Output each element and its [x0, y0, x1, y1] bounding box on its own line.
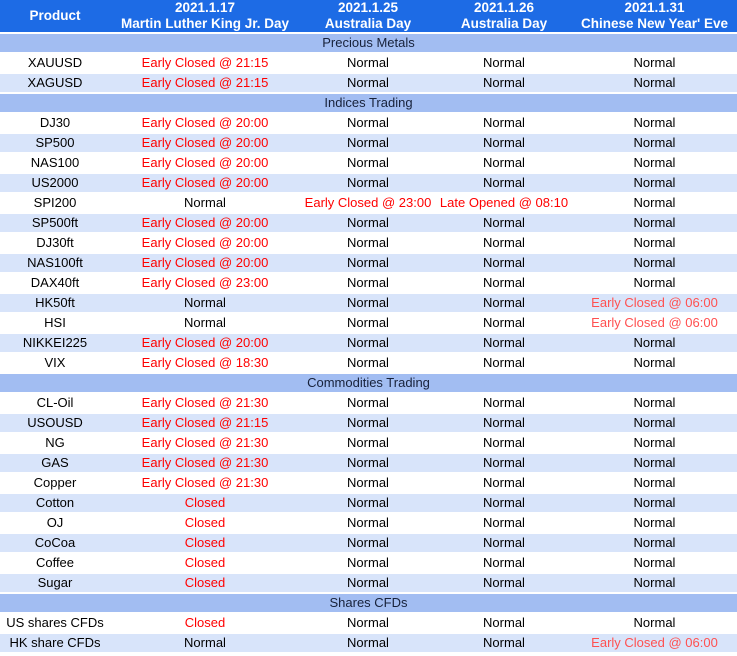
status-cell: Normal — [572, 574, 737, 594]
status-cell: Normal — [300, 174, 436, 194]
table-row — [0, 234, 737, 254]
status-cell: Normal — [572, 174, 737, 194]
header-holiday: Australia Day — [460, 16, 548, 31]
status-cell: Closed — [110, 614, 300, 634]
table-row — [0, 294, 737, 314]
header-date: 2021.1.31 — [624, 0, 685, 15]
status-cell: Normal — [436, 334, 572, 354]
product-cell: US shares CFDs — [0, 614, 110, 634]
status-cell: Normal — [572, 394, 737, 414]
section-title: Precious Metals — [0, 34, 737, 54]
status-cell: Early Closed @ 18:30 — [110, 354, 300, 374]
status-cell: Normal — [436, 574, 572, 594]
status-cell: Normal — [572, 194, 737, 214]
section-header-row — [0, 594, 737, 614]
product-cell: SPI200 — [0, 194, 110, 214]
product-cell: VIX — [0, 354, 110, 374]
product-cell: NAS100ft — [0, 254, 110, 274]
table-body — [0, 34, 737, 654]
status-cell: Normal — [300, 494, 436, 514]
status-cell: Normal — [436, 214, 572, 234]
product-cell: US2000 — [0, 174, 110, 194]
status-cell: Normal — [436, 414, 572, 434]
table-row — [0, 434, 737, 454]
table-row — [0, 334, 737, 354]
column-header-cny-eve — [572, 0, 737, 34]
product-cell: USOUSD — [0, 414, 110, 434]
product-cell: XAGUSD — [0, 74, 110, 94]
status-cell: Early Closed @ 06:00 — [572, 314, 737, 334]
header-holiday: Martin Luther King Jr. Day — [120, 16, 290, 31]
table-row — [0, 214, 737, 234]
status-cell: Normal — [436, 134, 572, 154]
table-row — [0, 634, 737, 654]
status-cell: Normal — [300, 154, 436, 174]
status-cell: Normal — [436, 434, 572, 454]
product-cell: CoCoa — [0, 534, 110, 554]
status-cell: Normal — [572, 154, 737, 174]
status-cell: Normal — [436, 454, 572, 474]
product-cell: Coffee — [0, 554, 110, 574]
status-cell: Normal — [110, 634, 300, 654]
product-cell: DJ30ft — [0, 234, 110, 254]
table-row — [0, 394, 737, 414]
status-cell: Early Closed @ 21:15 — [110, 54, 300, 74]
status-cell: Normal — [300, 334, 436, 354]
status-cell: Early Closed @ 20:00 — [110, 334, 300, 354]
section-header-row — [0, 94, 737, 114]
status-cell: Normal — [436, 494, 572, 514]
section-header-row — [0, 34, 737, 54]
product-cell: SP500 — [0, 134, 110, 154]
product-cell: NIKKEI225 — [0, 334, 110, 354]
status-cell: Normal — [572, 254, 737, 274]
status-cell: Normal — [572, 234, 737, 254]
status-cell: Normal — [436, 294, 572, 314]
table-row — [0, 574, 737, 594]
status-cell: Normal — [572, 334, 737, 354]
product-cell: HSI — [0, 314, 110, 334]
status-cell: Normal — [572, 114, 737, 134]
status-cell: Closed — [110, 494, 300, 514]
header-date: 2021.1.17 — [174, 0, 236, 15]
status-cell: Normal — [436, 174, 572, 194]
status-cell: Normal — [110, 194, 300, 214]
status-cell: Normal — [300, 134, 436, 154]
status-cell: Normal — [436, 74, 572, 94]
table-row — [0, 254, 737, 274]
status-cell: Early Closed @ 21:30 — [110, 474, 300, 494]
status-cell: Normal — [300, 454, 436, 474]
product-cell: Copper — [0, 474, 110, 494]
table-row — [0, 414, 737, 434]
table-row — [0, 114, 737, 134]
status-cell: Early Closed @ 21:30 — [110, 454, 300, 474]
status-cell: Normal — [436, 154, 572, 174]
status-cell: Normal — [110, 314, 300, 334]
status-cell: Normal — [436, 234, 572, 254]
product-cell: SP500ft — [0, 214, 110, 234]
status-cell: Normal — [300, 434, 436, 454]
table-row — [0, 554, 737, 574]
status-cell: Normal — [436, 314, 572, 334]
status-cell: Closed — [110, 574, 300, 594]
status-cell: Normal — [436, 54, 572, 74]
status-cell: Normal — [436, 274, 572, 294]
status-cell: Normal — [572, 514, 737, 534]
table-row — [0, 54, 737, 74]
status-cell: Normal — [300, 214, 436, 234]
status-cell: Normal — [300, 554, 436, 574]
status-cell: Normal — [300, 534, 436, 554]
status-cell: Early Closed @ 20:00 — [110, 214, 300, 234]
status-cell: Normal — [300, 274, 436, 294]
status-cell: Closed — [110, 514, 300, 534]
status-cell: Normal — [572, 214, 737, 234]
status-cell: Normal — [572, 454, 737, 474]
status-cell: Normal — [436, 354, 572, 374]
status-cell: Normal — [300, 574, 436, 594]
product-cell: HK share CFDs — [0, 634, 110, 654]
product-cell: NAS100 — [0, 154, 110, 174]
status-cell: Normal — [572, 474, 737, 494]
status-cell: Early Closed @ 23:00 — [110, 274, 300, 294]
status-cell: Normal — [436, 514, 572, 534]
status-cell: Normal — [300, 474, 436, 494]
status-cell: Normal — [300, 354, 436, 374]
product-cell: DAX40ft — [0, 274, 110, 294]
product-header-label: Product — [29, 8, 81, 23]
status-cell: Normal — [300, 234, 436, 254]
table-row — [0, 154, 737, 174]
status-cell: Early Closed @ 21:30 — [110, 394, 300, 414]
product-cell: OJ — [0, 514, 110, 534]
status-cell: Normal — [436, 534, 572, 554]
table-row — [0, 274, 737, 294]
status-cell: Normal — [572, 494, 737, 514]
section-header-row — [0, 374, 737, 394]
status-cell: Normal — [300, 254, 436, 274]
status-cell: Normal — [572, 74, 737, 94]
status-cell: Normal — [436, 254, 572, 274]
table-row — [0, 514, 737, 534]
table-row — [0, 194, 737, 214]
status-cell: Normal — [300, 514, 436, 534]
status-cell: Early Closed @ 21:15 — [110, 414, 300, 434]
table-header — [0, 0, 737, 34]
status-cell: Normal — [572, 134, 737, 154]
status-cell: Normal — [572, 554, 737, 574]
status-cell: Normal — [572, 54, 737, 74]
header-holiday: Chinese New Year' Eve — [580, 16, 729, 31]
status-cell: Normal — [572, 614, 737, 634]
status-cell: Early Closed @ 23:00 — [300, 194, 436, 214]
status-cell: Normal — [110, 294, 300, 314]
status-cell: Early Closed @ 20:00 — [110, 134, 300, 154]
header-holiday: Australia Day — [324, 16, 412, 31]
status-cell: Late Opened @ 08:10 — [436, 194, 572, 214]
status-cell: Early Closed @ 06:00 — [572, 294, 737, 314]
table-row — [0, 74, 737, 94]
section-title: Shares CFDs — [0, 594, 737, 614]
status-cell: Early Closed @ 20:00 — [110, 114, 300, 134]
status-cell: Normal — [300, 634, 436, 654]
status-cell: Normal — [300, 74, 436, 94]
table-row — [0, 614, 737, 634]
section-title: Indices Trading — [0, 94, 737, 114]
status-cell: Normal — [300, 614, 436, 634]
table-row — [0, 494, 737, 514]
product-cell: GAS — [0, 454, 110, 474]
table-row — [0, 534, 737, 554]
product-cell: Cotton — [0, 494, 110, 514]
table-row — [0, 134, 737, 154]
table-row — [0, 314, 737, 334]
header-row — [0, 0, 737, 34]
status-cell: Early Closed @ 20:00 — [110, 254, 300, 274]
product-cell: CL-Oil — [0, 394, 110, 414]
column-header-product — [0, 0, 110, 34]
status-cell: Early Closed @ 20:00 — [110, 234, 300, 254]
status-cell: Normal — [300, 114, 436, 134]
status-cell: Normal — [300, 54, 436, 74]
status-cell: Normal — [436, 394, 572, 414]
product-cell: DJ30 — [0, 114, 110, 134]
product-cell: HK50ft — [0, 294, 110, 314]
status-cell: Normal — [572, 434, 737, 454]
status-cell: Normal — [572, 274, 737, 294]
status-cell: Normal — [300, 414, 436, 434]
column-header-australia-day-2 — [436, 0, 572, 34]
header-date: 2021.1.26 — [473, 0, 535, 15]
status-cell: Normal — [436, 614, 572, 634]
status-cell: Normal — [572, 354, 737, 374]
status-cell: Normal — [436, 474, 572, 494]
status-cell: Early Closed @ 06:00 — [572, 634, 737, 654]
status-cell: Normal — [300, 394, 436, 414]
column-header-mlk-day — [110, 0, 300, 34]
status-cell: Early Closed @ 20:00 — [110, 174, 300, 194]
column-header-australia-day-1 — [300, 0, 436, 34]
status-cell: Early Closed @ 20:00 — [110, 154, 300, 174]
status-cell: Normal — [572, 534, 737, 554]
status-cell: Normal — [572, 414, 737, 434]
status-cell: Normal — [436, 114, 572, 134]
table-row — [0, 354, 737, 374]
table-row — [0, 174, 737, 194]
status-cell: Normal — [300, 294, 436, 314]
status-cell: Closed — [110, 534, 300, 554]
status-cell: Normal — [436, 554, 572, 574]
status-cell: Closed — [110, 554, 300, 574]
product-cell: XAUUSD — [0, 54, 110, 74]
status-cell: Normal — [436, 634, 572, 654]
product-cell: NG — [0, 434, 110, 454]
status-cell: Normal — [300, 314, 436, 334]
table-row — [0, 474, 737, 494]
product-cell: Sugar — [0, 574, 110, 594]
header-date: 2021.1.25 — [337, 0, 399, 15]
table-row — [0, 454, 737, 474]
status-cell: Early Closed @ 21:15 — [110, 74, 300, 94]
status-cell: Early Closed @ 21:30 — [110, 434, 300, 454]
section-title: Commodities Trading — [0, 374, 737, 394]
